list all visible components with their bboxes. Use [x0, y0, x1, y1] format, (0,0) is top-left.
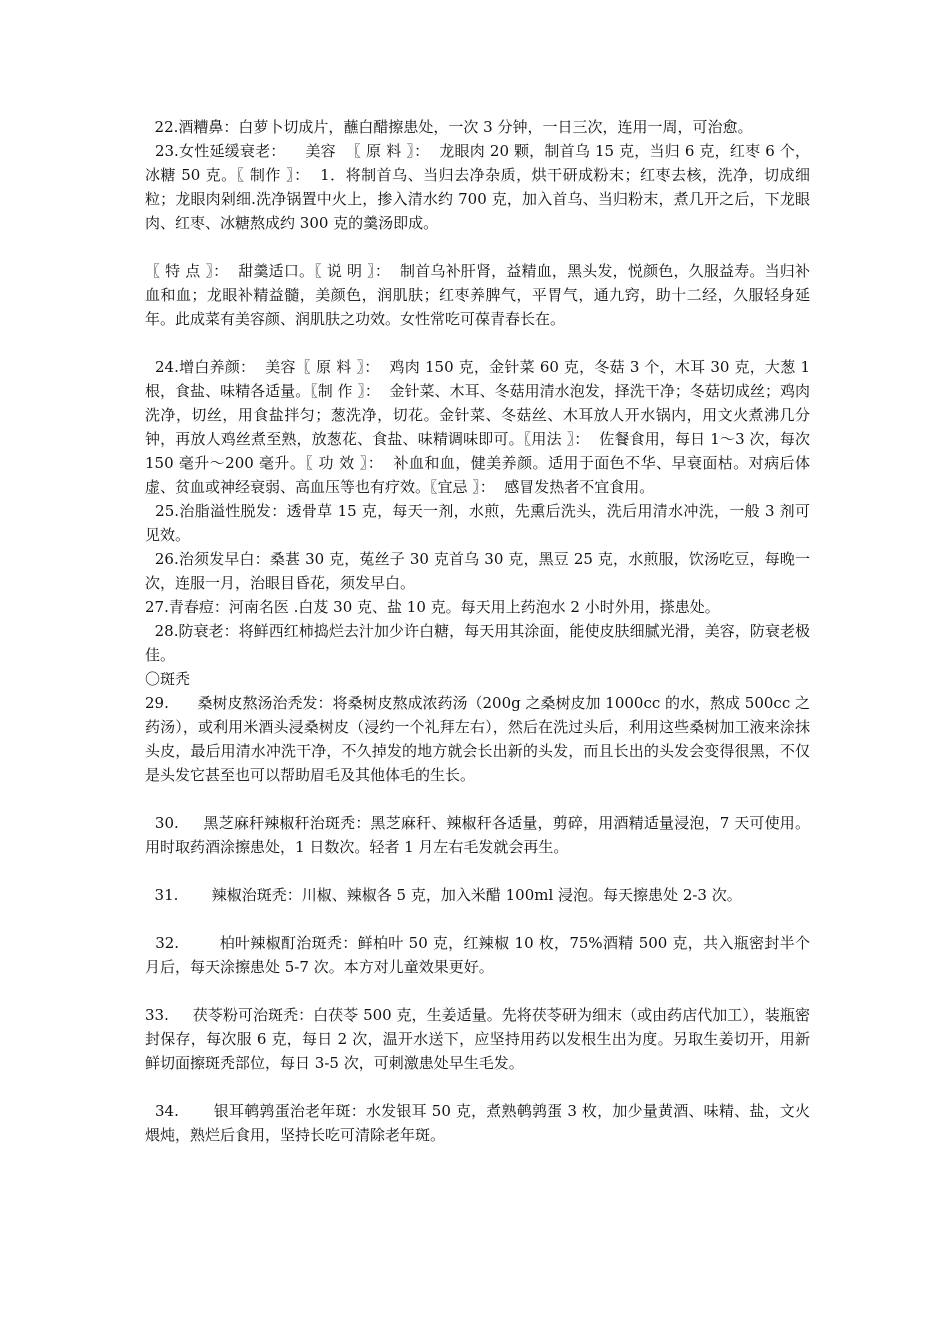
section-heading-alopecia: 〇斑秃 [145, 670, 191, 688]
paragraph-29: 29. 桑树皮熬汤治秃发：将桑树皮熬成浓药汤（200g 之桑树皮加 1000cc 的水，熬成 500cc 之药汤），或利用米酒头浸桑树皮（浸约一个礼拜左右），然后在洗过头后，利用这些桑树加工液来涂抹头皮，最后用清水冲洗干净，不久掉发的地方就会长出新的头发，而且长出的头发会变得很黑，不仅是头发它甚至也可以帮助眉毛及其他体毛的生长。 [145, 694, 810, 784]
paragraph-22: 22.酒糟鼻：白萝卜切成片，蘸白醋擦患处，一次 3 分钟，一日三次，连用一周，可治愈。 [145, 118, 753, 136]
paragraph-33: 33. 茯苓粉可治斑秃：白茯苓 500 克，生姜适量。先将茯苓研为细末（或由药店代加工），装瓶密封保存，每次服 6 克，每日 2 次，温开水送下，应坚持用药以发根生出为度。另取生姜切开，用新鲜切面擦斑秃部位，每日 3-5 次，可刺激患处早生毛发。 [145, 1006, 810, 1072]
paragraph-spacer [145, 907, 810, 931]
paragraph-spacer [145, 331, 810, 355]
document-body [145, 115, 815, 1147]
paragraph-34: 34. 银耳鹌鹑蛋治老年斑：水发银耳 50 克，煮熟鹌鹑蛋 3 枚，加少量黄酒、味精、盐，文火煨炖，熟烂后食用，坚持长吃可清除老年斑。 [145, 1102, 810, 1144]
paragraph-23: 23.女性延缓衰老： 美容 〖 原 料 〗： 龙眼肉 20 颗，制首乌 15 克，当归 6 克，红枣 6 个，冰糖 50 克。〖 制作 〗： 1．将制首乌、当归去净杂质，烘干研成粉末；红枣去核，洗净，切成细粒；龙眼肉剁细.洗净锅置中火上，掺入清水约 700 克，加入首乌、当归粉末，煮几开之后，下龙眼肉、红枣、冰糖熬成约 300 克的羹汤即成。 [145, 142, 810, 232]
paragraph-spacer [145, 979, 810, 1003]
paragraph-27: 27.青春痘：河南名医 .白芨 30 克、盐 10 克。每天用上药泡水 2 小时外用，搽患处。 [145, 598, 720, 616]
paragraph-23-notes: 〖 特 点 〗： 甜羹适口。〖 说 明 〗： 制首乌补肝肾，益精血，黑头发，悦颜色，久服益寿。当归补血和血；龙眼补精益髓，美颜色，润肌肤；红枣养脾气，平胃气，通九窍，助十二经，久服轻身延年。此成菜有美容颜、润肌肤之功效。女性常吃可葆青春长在。 [145, 262, 810, 328]
paragraph-26: 26.治须发早白：桑葚 30 克，菟丝子 30 克首乌 30 克，黑豆 25 克，水煎服，饮汤吃豆，每晚一次，连服一月，治眼目昏花，须发早白。 [145, 550, 810, 592]
paragraph-24: 24.增白养颜： 美容〖 原 料 〗： 鸡肉 150 克，金针菜 60 克，冬菇 3 个，木耳 30 克，大葱 1 根，食盐、味精各适量。〖制 作 〗： 金针菜、木耳、冬菇用清水泡发，择洗干净；冬菇切成丝；鸡肉洗净，切丝，用食盐拌匀；葱洗净，切花。金针菜、冬菇丝、木耳放人开水锅内，用文火煮沸几分钟，再放人鸡丝煮至熟，放葱花、食盐、味精调味即可。〖用法 〗： 佐餐食用，每日 1～3 次，每次 150 毫升～200 毫升。〖 功 效 〗： 补血和血，健美养颜。适用于面色不华、早衰面枯。对病后体虚、贫血或神经衰弱、高血压等也有疗效。〖宜忌 〗： 感冒发热者不宜食用。 [145, 358, 815, 496]
paragraph-spacer [145, 235, 810, 259]
paragraph-32: 32. 柏叶辣椒酊治斑秃：鲜柏叶 50 克，红辣椒 10 枚，75%酒精 500 克，共入瓶密封半个月后，每天涂擦患处 5-7 次。本方对儿童效果更好。 [145, 934, 810, 976]
paragraph-25: 25.治脂溢性脱发：透骨草 15 克，每天一剂，水煎，先熏后洗头，洗后用清水冲洗，一般 3 剂可见效。 [145, 502, 810, 544]
paragraph-28: 28.防衰老：将鲜西红柿捣烂去汁加少许白糖，每天用其涂面，能使皮肤细腻光滑，美容，防衰老极佳。 [145, 622, 810, 664]
paragraph-31: 31. 辣椒治斑秃：川椒、辣椒各 5 克，加入米醋 100ml 浸泡。每天擦患处 2-3 次。 [145, 886, 742, 904]
paragraph-spacer [145, 1075, 810, 1099]
paragraph-30: 30. 黑芝麻秆辣椒秆治斑秃：黑芝麻秆、辣椒秆各适量，剪碎，用酒精适量浸泡，7 天可使用。用时取药酒涂擦患处，1 日数次。轻者 1 月左右毛发就会再生。 [145, 814, 810, 856]
paragraph-spacer [145, 859, 810, 883]
paragraph-spacer [145, 787, 810, 811]
